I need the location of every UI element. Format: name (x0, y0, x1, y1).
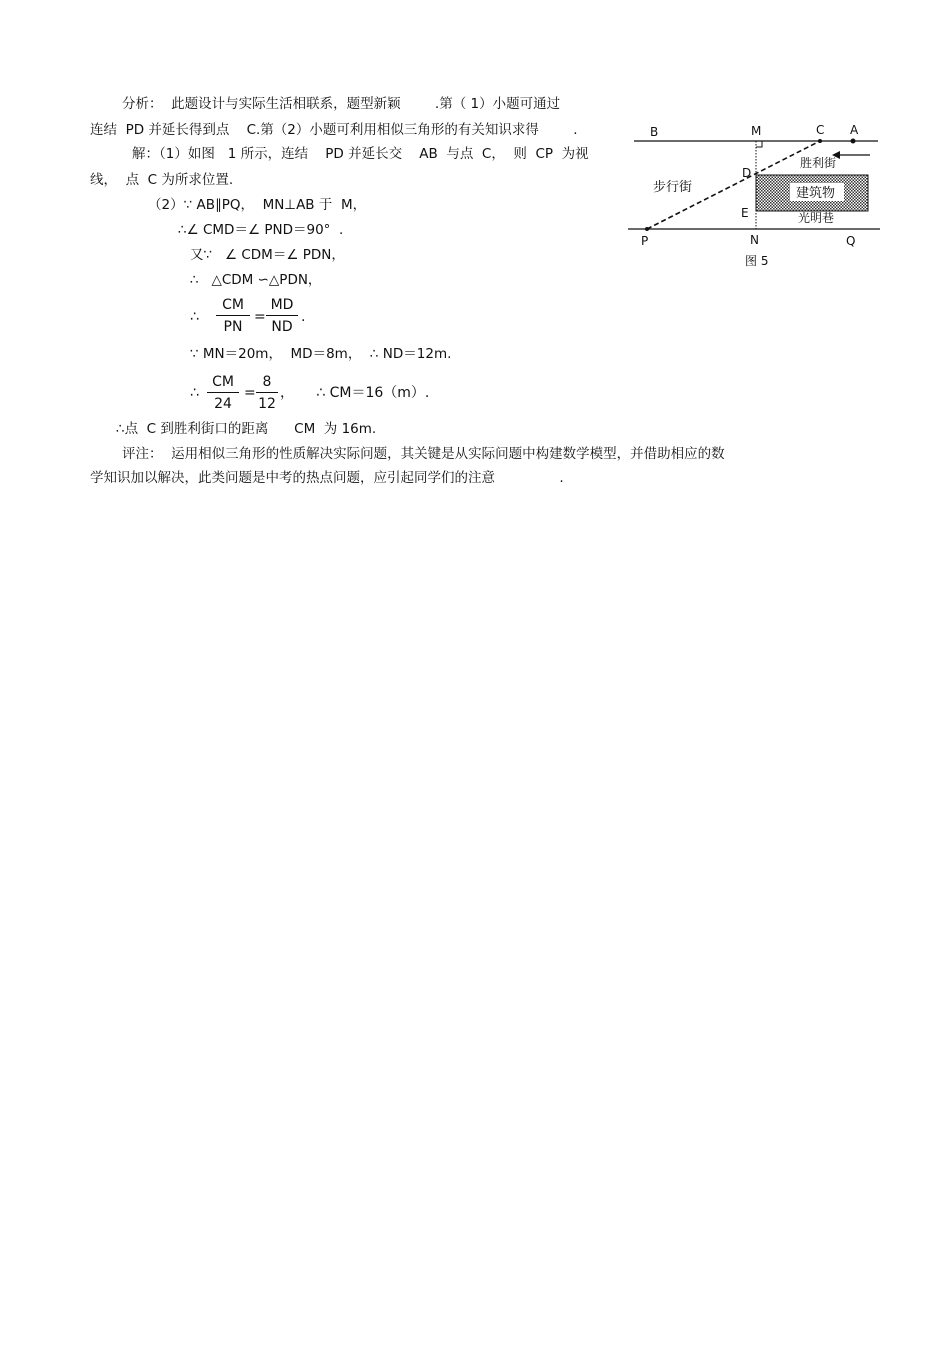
solution-step-6: ∵ MN＝20m， MD＝8m， ∴ ND＝12m. (190, 346, 452, 362)
point-a (851, 139, 856, 144)
fraction-bar (266, 315, 298, 316)
label-building: 建筑物 (796, 186, 836, 201)
solution-step-2: ∴∠ CMD＝∠ PND＝90° . (178, 222, 344, 238)
equals-sign: = (244, 385, 256, 401)
fraction-denominator: 12 (258, 396, 276, 412)
fraction-8-12 (256, 373, 278, 413)
solution-step-1: （2）∵ AB∥PQ， MN⊥AB 于 M， (148, 197, 367, 213)
solution-line-1: 解：（1）如图 1 所示，连结 PD 并延长交 AB 与点 C， 则 CP 为视 (132, 146, 589, 162)
fraction-denominator: 24 (214, 396, 232, 412)
fraction-denominator: ND (271, 319, 293, 335)
equals-sign: = (254, 309, 266, 325)
solution-step-3: 又∵ ∠ CDM＝∠ PDN， (190, 247, 345, 263)
label-e: E (741, 206, 749, 220)
conclusion-line: ∴点 C 到胜利街口的距离 CM 为 16m. (116, 421, 377, 437)
result-text: ， ∴ CM＝16（m）. (280, 385, 430, 401)
fraction-md-nd (266, 296, 298, 336)
point-p (645, 227, 649, 231)
label-buxing-street: 步行街 (653, 180, 693, 195)
therefore-symbol: ∴ (190, 309, 199, 325)
fraction-numerator: 8 (262, 374, 272, 390)
analysis-line-2: 连结 PD 并延长得到点 C.第（2）小题可利用相似三角形的有关知识求得 . (90, 122, 578, 138)
solution-step-4: ∴ △CDM ∽△PDN， (190, 272, 322, 288)
analysis-line-1: 分析： 此题设计与实际生活相联系，题型新颖 .第（ 1）小题可通过 (122, 96, 561, 112)
therefore-symbol: ∴ (190, 385, 199, 401)
fraction-numerator: CM (212, 374, 234, 390)
figure-caption: 图 5 (745, 254, 769, 268)
label-c: C (816, 123, 825, 137)
label-b: B (650, 125, 659, 139)
fraction-numerator: CM (222, 297, 244, 313)
comment-line-1: 评注： 运用相似三角形的性质解决实际问题，其关键是从实际问题中构建数学模型，并借助相应的数 (122, 446, 725, 462)
fraction-cm-pn (216, 296, 250, 336)
fraction-cm-24 (207, 373, 239, 413)
label-a: A (850, 123, 859, 137)
point-c (818, 139, 822, 143)
fraction-bar (207, 392, 239, 393)
label-d: D (742, 166, 752, 180)
label-shengli-street: 胜利街 (800, 156, 837, 170)
fraction-bar (256, 392, 278, 393)
label-q: Q (846, 234, 856, 248)
comment-line-2: 学知识加以解决，此类问题是中考的热点问题，应引起同学们的注意 . (90, 470, 564, 486)
solution-line-2: 线， 点 C 为所求位置. (90, 172, 234, 188)
figure-5-diagram (620, 115, 890, 275)
period: . (301, 309, 306, 325)
label-guangming-lane: 光明巷 (798, 211, 835, 225)
label-n: N (750, 233, 759, 247)
label-m: M (751, 124, 762, 138)
right-angle-mark (756, 141, 762, 147)
fraction-bar (216, 315, 250, 316)
fraction-denominator: PN (223, 319, 243, 335)
label-p: P (641, 234, 649, 248)
fraction-numerator: MD (270, 297, 294, 313)
